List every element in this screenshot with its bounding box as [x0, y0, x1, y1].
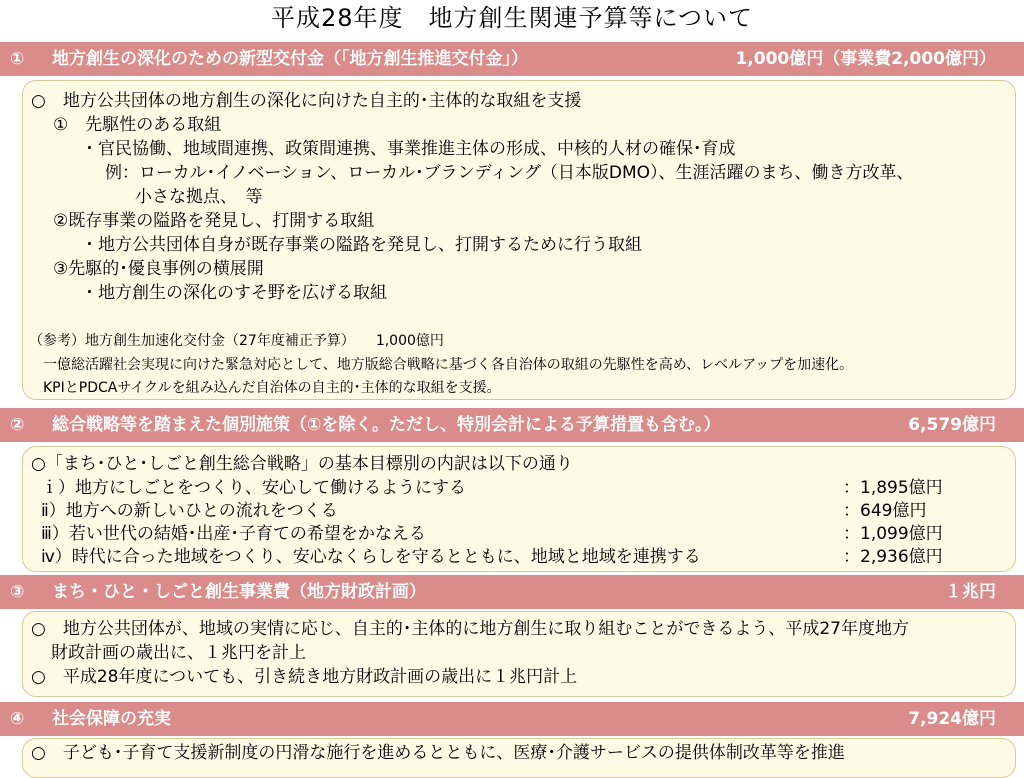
- section-1-title: 地方創生の深化のための新型交付金（「地方創生推進交付金」）: [52, 49, 528, 69]
- section-3-title: まち・ひと・しごと創生事業費（地方財政計画）: [52, 582, 426, 602]
- section-2-amount: 6,579億円: [908, 415, 996, 435]
- section-4-title: 社会保障の充実: [52, 709, 171, 729]
- section-1-line: ・地方創生の深化のすそ野を広げる取組: [81, 283, 387, 303]
- section-3-line: 財政計画の歳出に、１兆円を計上: [51, 643, 306, 663]
- section-4-amount: 7,924億円: [908, 709, 996, 729]
- reference-heading: （参考）地方創生加速化交付金（27年度補正予算） 1,000億円: [29, 333, 444, 349]
- breakdown-item-label: ｉ）地方にしごとをつくり、安心して働けるようにする: [41, 478, 466, 498]
- section-4-line: ○ 子ども･子育て支援新制度の円滑な施行を進めるとともに、医療･介護サービスの提供体制改革等を推進: [31, 743, 845, 763]
- reference-line: KPIとPDCAサイクルを組み込んだ自治体の自主的･主体的な取組を支援。: [43, 380, 501, 396]
- section-3-header: [0, 575, 1024, 609]
- breakdown-item-label: ⅲ）若い世代の結婚･出産･子育ての希望をかなえる: [41, 524, 426, 544]
- section-3-amount: １兆円: [945, 582, 996, 602]
- section-2-content-box: [22, 446, 1016, 572]
- section-1-number: ①: [10, 49, 25, 69]
- breakdown-item-value: ：1,895億円: [843, 478, 943, 498]
- section-1-content-box: [22, 80, 1016, 400]
- section-1-line: ③先駆的･優良事例の横展開: [53, 259, 264, 279]
- reference-line: 一億総活躍社会実現に向けた緊急対応として、地方版総合戦略に基づく各自治体の取組の先駆性を高め、レベルアップを加速化。: [43, 357, 854, 373]
- section-1-amount: 1,000億円（事業費2,000億円）: [735, 49, 996, 69]
- section-1-line: 小さな拠点、 等: [135, 187, 263, 207]
- section-2-title: 総合戦略等を踏まえた個別施策（①を除く。ただし、特別会計による予算措置も含む。）: [52, 415, 721, 435]
- section-1-line: ・官民協働、地域間連携、政策間連携、事業推進主体の形成、中核的人材の確保･育成: [81, 139, 736, 159]
- section-1-line: ○ 地方公共団体の地方創生の深化に向けた自主的･主体的な取組を支援: [31, 91, 582, 111]
- section-4-header: [0, 702, 1024, 736]
- section-4-number: ④: [10, 709, 25, 729]
- section-3-content-box: [22, 611, 1016, 697]
- section-1-line: 例：ローカル･イノベーション、ローカル･ブランディング（日本版DMO）、生涯活躍のまち、働き方改革、: [105, 163, 914, 183]
- section-1-line: ・地方公共団体自身が既存事業の隘路を発見し、打開するために行う取組: [81, 235, 642, 255]
- section-3-line: ○ 平成28年度についても、引き続き地方財政計画の歳出に１兆円計上: [31, 667, 578, 687]
- section-3-line: ○ 地方公共団体が、地域の実情に応じ、自主的･主体的に地方創生に取り組むことができるよう、平成27年度地方: [31, 619, 909, 639]
- breakdown-item-label: ⅳ）時代に合った地域をつくり、安心なくらしを守るとともに、地域と地域を連携する: [41, 547, 701, 567]
- section-1-line: ②既存事業の隘路を発見し、打開する取組: [53, 211, 375, 231]
- breakdown-item-label: ⅱ）地方への新しいひとの流れをつくる: [41, 501, 338, 521]
- page-title: 平成28年度 地方創生関連予算等について: [270, 4, 754, 32]
- section-2-lead: ○「まち･ひと･しごと創生総合戦略」の基本目標別の内訳は以下の通り: [31, 454, 573, 474]
- section-2-header: [0, 408, 1024, 442]
- section-4-content-box: [22, 738, 1016, 778]
- section-3-number: ③: [10, 582, 25, 602]
- section-1-header: [0, 42, 1024, 76]
- section-2-number: ②: [10, 415, 25, 435]
- breakdown-item-value: ：649億円: [843, 501, 927, 521]
- breakdown-item-value: ：2,936億円: [843, 547, 943, 567]
- breakdown-item-value: ：1,099億円: [843, 524, 943, 544]
- section-1-line: ① 先駆性のある取組: [53, 115, 222, 135]
